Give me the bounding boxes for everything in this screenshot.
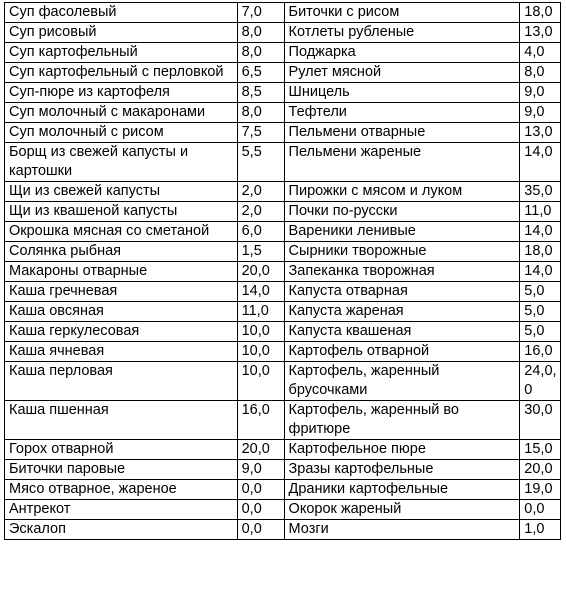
dish-name-right: Запеканка творожная bbox=[284, 262, 520, 282]
value-right: 14,0 bbox=[520, 222, 561, 242]
value-right: 13,0 bbox=[520, 123, 561, 143]
dish-name-left: Горох отварной bbox=[5, 440, 238, 460]
dish-name-right: Пельмени отварные bbox=[284, 123, 520, 143]
value-right: 14,0 bbox=[520, 143, 561, 182]
table-row bbox=[5, 222, 561, 242]
dish-name-right: Зразы картофельные bbox=[284, 460, 520, 480]
table-row bbox=[5, 322, 561, 342]
dish-name-right: Мозги bbox=[284, 520, 520, 540]
dish-name-left: Мясо отварное, жареное bbox=[5, 480, 238, 500]
dish-name-left: Биточки паровые bbox=[5, 460, 238, 480]
dish-name-left: Каша овсяная bbox=[5, 302, 238, 322]
value-right: 16,0 bbox=[520, 342, 561, 362]
table-row bbox=[5, 3, 561, 23]
table-row bbox=[5, 480, 561, 500]
dish-name-right: Драники картофельные bbox=[284, 480, 520, 500]
value-right: 9,0 bbox=[520, 103, 561, 123]
dish-name-left: Суп фасолевый bbox=[5, 3, 238, 23]
food-carbs-table bbox=[4, 2, 561, 540]
table-row bbox=[5, 302, 561, 322]
value-left: 7,5 bbox=[237, 123, 284, 143]
dish-name-right: Картофель, жаренный во фритюре bbox=[284, 401, 520, 440]
table-row bbox=[5, 262, 561, 282]
value-left: 7,0 bbox=[237, 3, 284, 23]
table-row bbox=[5, 202, 561, 222]
dish-name-left: Суп молочный с рисом bbox=[5, 123, 238, 143]
dish-name-right: Котлеты рубленые bbox=[284, 23, 520, 43]
value-left: 20,0 bbox=[237, 262, 284, 282]
value-right: 14,0 bbox=[520, 262, 561, 282]
dish-name-right: Пирожки с мясом и луком bbox=[284, 182, 520, 202]
dish-name-left: Щи из свежей капусты bbox=[5, 182, 238, 202]
table-row bbox=[5, 83, 561, 103]
value-right: 15,0 bbox=[520, 440, 561, 460]
table-row bbox=[5, 440, 561, 460]
dish-name-left: Окрошка мясная со сметаной bbox=[5, 222, 238, 242]
dish-name-left: Каша ячневая bbox=[5, 342, 238, 362]
value-right: 11,0 bbox=[520, 202, 561, 222]
table-row bbox=[5, 143, 561, 182]
value-right: 9,0 bbox=[520, 83, 561, 103]
value-right: 4,0 bbox=[520, 43, 561, 63]
dish-name-left: Суп картофельный bbox=[5, 43, 238, 63]
dish-name-right: Капуста жареная bbox=[284, 302, 520, 322]
value-left: 20,0 bbox=[237, 440, 284, 460]
dish-name-right: Капуста квашеная bbox=[284, 322, 520, 342]
value-right: 24,0, 0 bbox=[520, 362, 561, 401]
dish-name-left: Антрекот bbox=[5, 500, 238, 520]
value-right: 1,0 bbox=[520, 520, 561, 540]
value-left: 2,0 bbox=[237, 182, 284, 202]
dish-name-right: Биточки с рисом bbox=[284, 3, 520, 23]
table-row bbox=[5, 103, 561, 123]
dish-name-right: Картофель, жаренный брусочками bbox=[284, 362, 520, 401]
value-left: 6,0 bbox=[237, 222, 284, 242]
value-left: 10,0 bbox=[237, 362, 284, 401]
value-right: 18,0 bbox=[520, 3, 561, 23]
dish-name-left: Суп рисовый bbox=[5, 23, 238, 43]
table-body bbox=[5, 3, 561, 540]
value-left: 8,0 bbox=[237, 43, 284, 63]
value-right: 19,0 bbox=[520, 480, 561, 500]
dish-name-left: Эскалоп bbox=[5, 520, 238, 540]
dish-name-left: Макароны отварные bbox=[5, 262, 238, 282]
value-left: 14,0 bbox=[237, 282, 284, 302]
value-right: 5,0 bbox=[520, 322, 561, 342]
table-row bbox=[5, 362, 561, 401]
value-right: 35,0 bbox=[520, 182, 561, 202]
table-row bbox=[5, 63, 561, 83]
dish-name-left: Суп картофельный с перловкой bbox=[5, 63, 238, 83]
dish-name-left: Каша пшенная bbox=[5, 401, 238, 440]
value-right: 13,0 bbox=[520, 23, 561, 43]
dish-name-right: Пельмени жареные bbox=[284, 143, 520, 182]
table-row bbox=[5, 500, 561, 520]
value-left: 1,5 bbox=[237, 242, 284, 262]
table-row bbox=[5, 282, 561, 302]
dish-name-right: Тефтели bbox=[284, 103, 520, 123]
value-right: 5,0 bbox=[520, 282, 561, 302]
value-right: 8,0 bbox=[520, 63, 561, 83]
table-row bbox=[5, 401, 561, 440]
table-row bbox=[5, 43, 561, 63]
table-row bbox=[5, 242, 561, 262]
table-row bbox=[5, 182, 561, 202]
dish-name-right: Шницель bbox=[284, 83, 520, 103]
value-left: 10,0 bbox=[237, 342, 284, 362]
dish-name-right: Вареники ленивые bbox=[284, 222, 520, 242]
value-right: 0,0 bbox=[520, 500, 561, 520]
value-right: 18,0 bbox=[520, 242, 561, 262]
value-left: 9,0 bbox=[237, 460, 284, 480]
value-left: 10,0 bbox=[237, 322, 284, 342]
dish-name-left: Каша перловая bbox=[5, 362, 238, 401]
value-left: 0,0 bbox=[237, 500, 284, 520]
dish-name-left: Суп-пюре из картофеля bbox=[5, 83, 238, 103]
dish-name-right: Рулет мясной bbox=[284, 63, 520, 83]
value-left: 11,0 bbox=[237, 302, 284, 322]
dish-name-left: Солянка рыбная bbox=[5, 242, 238, 262]
dish-name-left: Каша геркулесовая bbox=[5, 322, 238, 342]
value-left: 16,0 bbox=[237, 401, 284, 440]
dish-name-right: Почки по-русски bbox=[284, 202, 520, 222]
value-left: 0,0 bbox=[237, 480, 284, 500]
dish-name-right: Картофельное пюре bbox=[284, 440, 520, 460]
table-row bbox=[5, 520, 561, 540]
dish-name-right: Окорок жареный bbox=[284, 500, 520, 520]
table-row bbox=[5, 460, 561, 480]
value-left: 2,0 bbox=[237, 202, 284, 222]
value-left: 8,0 bbox=[237, 23, 284, 43]
value-right: 30,0 bbox=[520, 401, 561, 440]
value-right: 5,0 bbox=[520, 302, 561, 322]
table-row bbox=[5, 123, 561, 143]
dish-name-right: Поджарка bbox=[284, 43, 520, 63]
table-row bbox=[5, 342, 561, 362]
dish-name-right: Капуста отварная bbox=[284, 282, 520, 302]
dish-name-right: Картофель отварной bbox=[284, 342, 520, 362]
dish-name-left: Суп молочный с макаронами bbox=[5, 103, 238, 123]
value-left: 0,0 bbox=[237, 520, 284, 540]
dish-name-right: Сырники творожные bbox=[284, 242, 520, 262]
value-left: 6,5 bbox=[237, 63, 284, 83]
value-left: 8,5 bbox=[237, 83, 284, 103]
dish-name-left: Щи из квашеной капусты bbox=[5, 202, 238, 222]
value-right: 20,0 bbox=[520, 460, 561, 480]
table-row bbox=[5, 23, 561, 43]
dish-name-left: Каша гречневая bbox=[5, 282, 238, 302]
value-left: 5,5 bbox=[237, 143, 284, 182]
value-left: 8,0 bbox=[237, 103, 284, 123]
dish-name-left: Борщ из свежей капусты и картошки bbox=[5, 143, 238, 182]
